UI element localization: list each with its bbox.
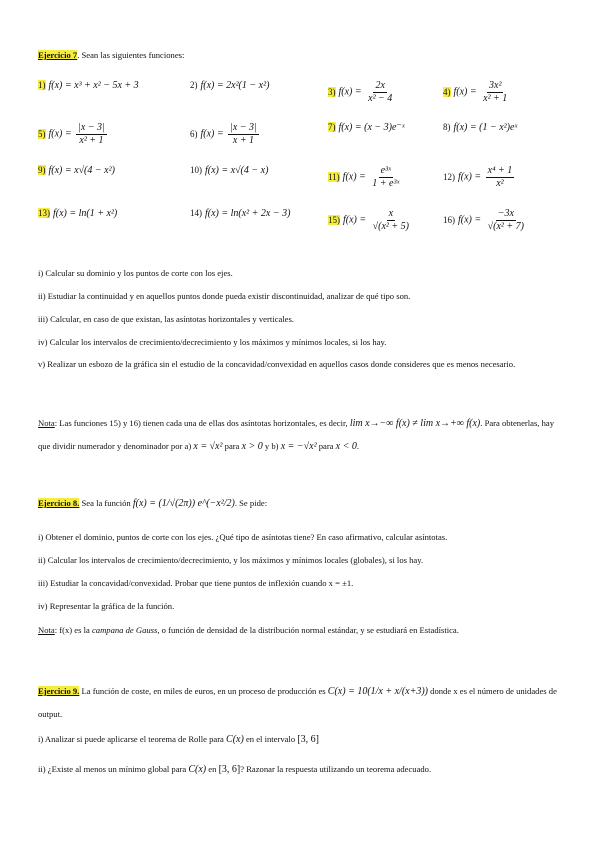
ex8-note-label: Nota: [38, 625, 55, 635]
function-expression: x√(4 − x): [230, 165, 269, 176]
ex9-task2-interval: [3, 6]: [218, 764, 241, 775]
function-item: [190, 122, 261, 147]
function-number: 9): [38, 165, 46, 175]
function-lhs: f(x) =: [458, 171, 484, 183]
function-lhs: f(x) =: [200, 128, 227, 140]
function-number: 5): [38, 128, 46, 139]
function-lhs: f(x) =: [48, 128, 75, 140]
ex8-task-1: i) Obtener el dominio, puntos de corte con los ejes. ¿Qué tipo de asíntotas tiene? En caso afirmativo, calcular asíntotas.: [38, 532, 448, 542]
ex7-task-1: i) Calcular su dominio y los puntos de corte con los ejes.: [38, 268, 233, 278]
fraction-denominator: x²: [496, 178, 504, 189]
function-number: 2): [190, 80, 198, 90]
ex8-note-b: , o función de densidad de la distribución normal estándar, y se estudiará en Estadística.: [157, 625, 459, 635]
function-lhs: f(x) =: [205, 165, 231, 176]
ex9-task2-b: en: [206, 764, 219, 774]
fraction-denominator: x² − 4: [368, 93, 393, 104]
function-expression: (x − 3)e⁻ˣ: [364, 122, 405, 133]
ex8-intro-b: . Se pide:: [234, 498, 268, 508]
function-number: 11): [328, 171, 340, 182]
function-lhs: f(x) =: [200, 80, 227, 91]
function-fraction: [76, 122, 107, 147]
fraction-denominator: x + 1: [232, 135, 255, 146]
ex8-note-a: : f(x) es la: [54, 625, 92, 635]
function-number: 4): [443, 86, 451, 97]
fraction-denominator: x² + 1: [483, 93, 508, 104]
ex9-task1-a: i) Analizar si puede aplicarse el teorema de Rolle para: [38, 734, 227, 744]
ex9-task1-math: C(x): [226, 734, 244, 745]
ex7-note-text6: .: [356, 441, 359, 451]
function-number: 1): [38, 80, 46, 90]
function-fraction: [481, 80, 509, 105]
ex7-note-math3: x > 0: [241, 441, 263, 452]
fraction-numerator: x⁴ + 1: [487, 165, 513, 176]
function-item: [443, 165, 516, 190]
function-number: 16): [443, 214, 455, 225]
ex7-note-math2: x = √x²: [193, 441, 223, 452]
function-number: 13): [38, 208, 50, 218]
ex7-note-text2: . Para obtenerlas, hay que dividir numerador y denominador por a): [38, 418, 555, 451]
function-lhs: f(x) =: [48, 80, 75, 91]
ex7-task-3: iii) Calcular, en caso de que existan, las asíntotas horizontales y verticales.: [38, 314, 294, 324]
ex9-task2-a: ii) ¿Existe al menos un mínimo global para: [38, 764, 189, 774]
function-number: 12): [443, 171, 455, 182]
function-number: 10): [190, 165, 202, 175]
ex7-task-5: v) Realizar un esbozo de la gráfica sin el estudio de la concavidad/convexidad en aquellos casos donde consideres que es menos necesario.: [38, 359, 516, 369]
ex8-task-4: iv) Representar la gráfica de la función.: [38, 601, 175, 611]
function-expression: 2x²(1 − x²): [226, 80, 270, 91]
function-item: [190, 165, 268, 176]
function-item: [328, 80, 396, 105]
function-item: [190, 80, 269, 91]
function-item: [38, 165, 115, 176]
ex7-intro: . Sean las siguientes funciones:: [77, 50, 185, 60]
ex9-label: Ejercicio 9.: [38, 686, 80, 696]
function-lhs: f(x) =: [53, 208, 79, 219]
ex7-note-text1: : Las funciones 15) y 16) tienen cada una de ellas dos asíntotas horizontales, es decir,: [54, 418, 348, 428]
fraction-denominator: √(x² + 7): [487, 221, 524, 232]
ex7-note-limits: lim x→−∞ f(x) ≠ lim x→+∞ f(x): [349, 418, 481, 429]
ex8-label: Ejercicio 8.: [38, 498, 80, 508]
ex7-header: [38, 49, 560, 62]
fraction-numerator: |x − 3|: [230, 122, 257, 133]
function-lhs: f(x) =: [48, 165, 75, 176]
function-fraction: [366, 80, 394, 105]
fraction-numerator: 3x²: [489, 80, 502, 91]
ex7-label: Ejercicio 7: [38, 50, 78, 60]
ex7-note-label: Nota: [38, 418, 55, 428]
function-item: [38, 122, 109, 147]
function-number: 3): [328, 86, 336, 97]
ex7-task-4: iv) Calcular los intervalos de crecimiento/decrecimiento y los máximos y mínimos locales, si los hay.: [38, 337, 387, 347]
function-lhs: f(x) =: [338, 86, 365, 98]
ex9-task1-interval: [3, 6]: [297, 734, 319, 745]
ex8-note: [38, 623, 562, 637]
ex9-task2-math: C(x): [188, 764, 207, 775]
function-expression: ln(x² + 2x − 3): [230, 208, 291, 219]
function-item: [443, 122, 517, 133]
fraction-numerator: |x − 3|: [78, 122, 105, 133]
ex9-task-1: [38, 732, 562, 747]
ex7-task-2: ii) Estudiar la continuidad y en aquellos puntos donde pueda existir discontinuidad, analizar de qué tipo son.: [38, 291, 411, 301]
function-item: [443, 80, 511, 105]
fraction-numerator: x: [388, 208, 394, 219]
ex9-intro-a: La función de coste, en miles de euros, en un proceso de producción es: [79, 686, 328, 696]
function-lhs: f(x) =: [458, 214, 484, 226]
fraction-numerator: 2x: [375, 80, 385, 91]
function-lhs: f(x) =: [453, 122, 480, 133]
function-item: [443, 208, 528, 233]
ex9-task2-c: ? Razonar la respuesta utilizando un teorema adecuado.: [240, 764, 432, 774]
function-number: 14): [190, 208, 202, 218]
ex8-intro-a: Sea la función: [79, 498, 133, 508]
function-number: 15): [328, 214, 340, 225]
ex7-note-text3: para: [222, 441, 242, 451]
ex9-intro-b: donde x es el número de unidades de output.: [38, 686, 557, 719]
fraction-numerator: −3x: [497, 208, 514, 219]
function-expression: x³ + x² − 5x + 3: [74, 80, 139, 91]
function-expression: ln(1 + x²): [78, 208, 118, 219]
function-lhs: f(x) =: [342, 171, 369, 183]
function-fraction: [486, 165, 515, 190]
fraction-denominator: √(x² + 5): [372, 221, 409, 232]
function-expression: x√(4 − x²): [74, 165, 115, 176]
ex7-note-math4: x = −√x²: [280, 441, 317, 452]
ex7-note-text5: para: [316, 441, 336, 451]
ex8-task-3: iii) Estudiar la concavidad/convexidad. Probar que tiene puntos de inflexión cuando x = ±1.: [38, 578, 354, 588]
ex7-note-text4: y b): [262, 441, 279, 451]
ex9-header: [38, 680, 562, 725]
function-lhs: f(x) =: [453, 86, 480, 98]
ex8-header: [38, 496, 562, 511]
fraction-denominator: x² + 1: [79, 135, 104, 146]
ex8-formula: f(x) = (1/√(2π)) e^(−x²/2): [132, 498, 235, 509]
function-lhs: f(x) =: [205, 208, 231, 219]
ex9-formula: C(x) = 10(1/x + x/(x+3)): [327, 686, 429, 697]
function-item: [328, 122, 405, 133]
function-number: 8): [443, 122, 451, 132]
ex7-note: [38, 412, 562, 458]
function-fraction: [371, 208, 411, 233]
ex8-note-italic: campana de Gauss: [91, 625, 158, 635]
function-lhs: f(x) =: [338, 122, 365, 133]
fraction-denominator: 1 + e³ˣ: [372, 178, 400, 189]
function-fraction: [370, 165, 401, 190]
ex9-task-2: [38, 762, 562, 777]
function-fraction: [486, 208, 526, 233]
function-lhs: f(x) =: [343, 214, 369, 226]
function-item: [38, 80, 139, 91]
ex7-note-math5: x < 0: [335, 441, 357, 452]
function-item: [328, 208, 413, 233]
ex8-task-2: ii) Calcular los intervalos de crecimiento/decrecimiento, y los máximos y mínimos locales (globales), si los hay.: [38, 555, 424, 565]
function-item: [328, 165, 403, 190]
function-number: 6): [190, 128, 198, 139]
fraction-numerator: e³ˣ: [380, 165, 391, 176]
function-item: [190, 208, 290, 219]
ex9-task1-b: en el intervalo: [243, 734, 298, 744]
function-fraction: [228, 122, 259, 147]
function-expression: (1 − x²)eˣ: [479, 122, 518, 133]
function-number: 7): [328, 122, 336, 132]
function-item: [38, 208, 117, 219]
